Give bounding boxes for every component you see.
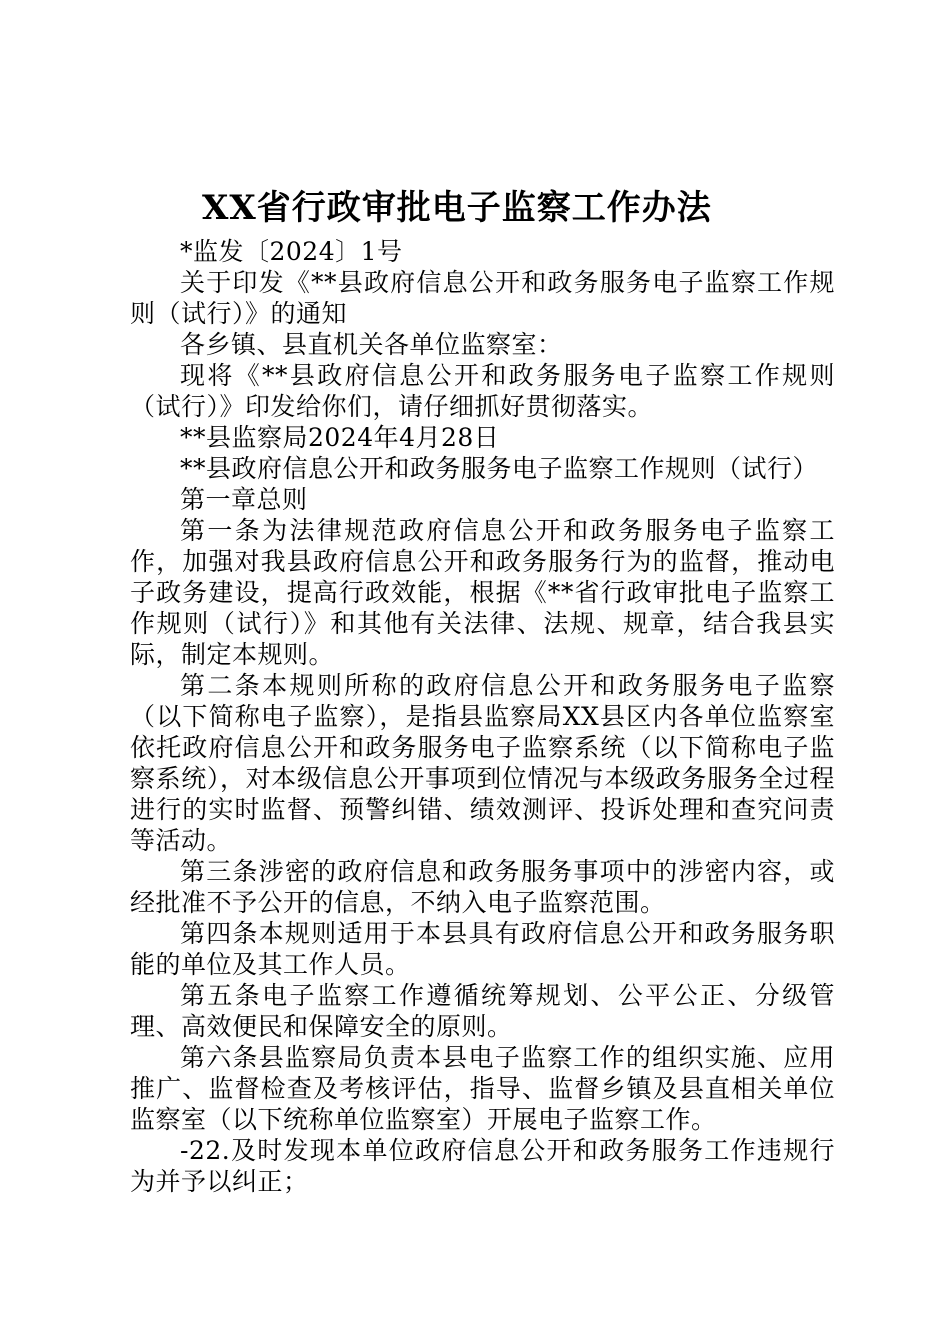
document-page: [130, 186, 835, 1197]
list-item: -22.及时发现本单位政府信息公开和政务服务工作违规行为并予以纠正；: [130, 1136, 835, 1196]
chapter-heading: 第一章总则: [180, 485, 308, 514]
issuer-date: **县监察局2024年4月28日: [180, 423, 500, 452]
document-number: *监发〔2024〕1号: [180, 237, 403, 266]
article-1: 第一条为法律规范政府信息公开和政务服务电子监察工作，加强对我县政府信息公开和政务服务行为的监督，推动电子政务建设，提高行政效能，根据《**省行政审批电子监察工作规则（试行）》和其他有关法律、法规、规章，结合我县实际，制定本规则。: [130, 516, 835, 669]
article-6: 第六条县监察局负责本县电子监察工作的组织实施、应用推广、监督检查及考核评估，指导、监督乡镇及县直相关单位监察室（以下统称单位监察室）开展电子监察工作。: [130, 1043, 835, 1134]
addressee: 各乡镇、县直机关各单位监察室：: [180, 330, 563, 359]
article-3: 第三条涉密的政府信息和政务服务事项中的涉密内容，或经批准不予公开的信息，不纳入电子监察范围。: [130, 857, 835, 917]
article-2: 第二条本规则所称的政府信息公开和政务服务电子监察（以下简称电子监察），是指县监察局XX县区内各单位监察室依托政府信息公开和政务服务电子监察系统（以下简称电子监察系统），对本级信息公开事项到位情况与本级政务服务全过程进行的实时监督、预警纠错、绩效测评、投诉处理和查究问责等活动。: [130, 671, 835, 855]
document-title: XX省行政审批电子监察工作办法: [202, 188, 712, 228]
article-5: 第五条电子监察工作遵循统筹规划、公平公正、分级管理、高效便民和保障安全的原则。: [130, 981, 835, 1041]
notice-body: 现将《**县政府信息公开和政务服务电子监察工作规则（试行）》印发给你们，请仔细抓好贯彻落实。: [130, 361, 835, 421]
article-4: 第四条本规则适用于本县具有政府信息公开和政务服务职能的单位及其工作人员。: [130, 919, 835, 979]
rules-title: **县政府信息公开和政务服务电子监察工作规则（试行）: [180, 454, 819, 483]
notice-title: 关于印发《**县政府信息公开和政务服务电子监察工作规则（试行）》的通知: [130, 268, 835, 328]
